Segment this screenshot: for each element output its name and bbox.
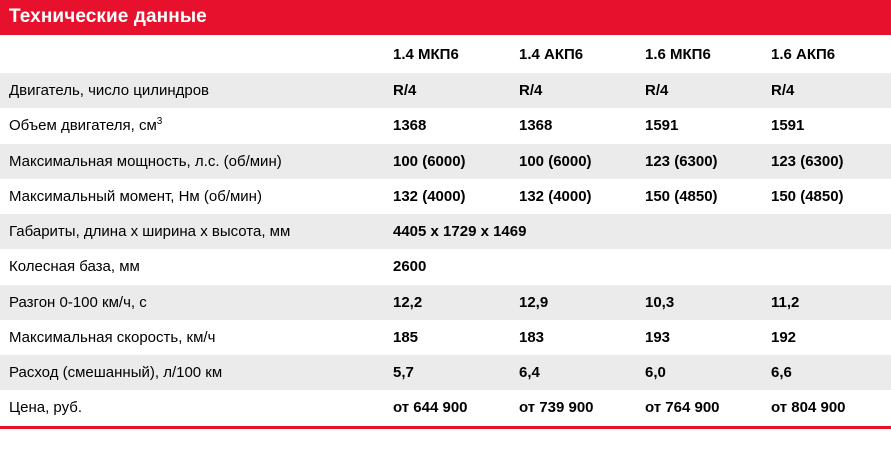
column-header-1: 1.4 МКП6 bbox=[385, 35, 511, 73]
row-value: 6,0 bbox=[637, 355, 763, 390]
row-value: 150 (4850) bbox=[637, 179, 763, 214]
row-label: Цена, руб. bbox=[0, 390, 385, 425]
row-label: Двигатель, число цилиндров bbox=[0, 73, 385, 108]
table-row bbox=[0, 144, 891, 179]
table-row bbox=[0, 214, 891, 249]
row-value: 192 bbox=[763, 320, 891, 355]
column-header-4: 1.6 АКП6 bbox=[763, 35, 891, 73]
row-value: 100 (6000) bbox=[511, 144, 637, 179]
row-label: Габариты, длина х ширина х высота, мм bbox=[0, 214, 385, 249]
row-value: 100 (6000) bbox=[385, 144, 511, 179]
row-value: R/4 bbox=[637, 73, 763, 108]
column-header-2: 1.4 АКП6 bbox=[511, 35, 637, 73]
row-value-spanning: 4405 x 1729 x 1469 bbox=[385, 214, 891, 249]
row-value-spanning: 2600 bbox=[385, 249, 891, 284]
row-value: 193 bbox=[637, 320, 763, 355]
row-value: 1368 bbox=[511, 108, 637, 143]
row-value: 10,3 bbox=[637, 285, 763, 320]
row-value: 1591 bbox=[637, 108, 763, 143]
bottom-accent-rule bbox=[0, 426, 891, 429]
row-label: Расход (смешанный), л/100 км bbox=[0, 355, 385, 390]
row-value: R/4 bbox=[511, 73, 637, 108]
row-value: от 739 900 bbox=[511, 390, 637, 425]
table-row bbox=[0, 285, 891, 320]
row-value: 11,2 bbox=[763, 285, 891, 320]
row-label: Максимальная мощность, л.с. (об/мин) bbox=[0, 144, 385, 179]
row-value: 183 bbox=[511, 320, 637, 355]
row-value: 123 (6300) bbox=[637, 144, 763, 179]
row-label: Разгон 0-100 км/ч, с bbox=[0, 285, 385, 320]
table-row bbox=[0, 390, 891, 425]
table-title-row bbox=[0, 0, 891, 35]
row-value: 1368 bbox=[385, 108, 511, 143]
row-value: 185 bbox=[385, 320, 511, 355]
row-value: 12,2 bbox=[385, 285, 511, 320]
row-value: от 764 900 bbox=[637, 390, 763, 425]
row-value: 6,4 bbox=[511, 355, 637, 390]
row-label-superscript: 3 bbox=[156, 116, 163, 128]
row-value: R/4 bbox=[385, 73, 511, 108]
row-value: от 644 900 bbox=[385, 390, 511, 425]
table-header-row bbox=[0, 35, 891, 73]
table-row bbox=[0, 108, 891, 143]
table-row bbox=[0, 249, 891, 284]
row-value: 1591 bbox=[763, 108, 891, 143]
row-label: Объем двигателя, $см^3$ bbox=[0, 108, 385, 143]
row-value: 6,6 bbox=[763, 355, 891, 390]
row-label: Максимальная скорость, км/ч bbox=[0, 320, 385, 355]
table-title: Технические данные bbox=[0, 0, 891, 35]
row-value: R/4 bbox=[763, 73, 891, 108]
table-row bbox=[0, 355, 891, 390]
row-label: Колесная база, мм bbox=[0, 249, 385, 284]
row-value: 12,9 bbox=[511, 285, 637, 320]
table-row bbox=[0, 73, 891, 108]
row-value: 132 (4000) bbox=[511, 179, 637, 214]
row-label: Максимальный момент, Нм (об/мин) bbox=[0, 179, 385, 214]
row-value: 132 (4000) bbox=[385, 179, 511, 214]
header-label-cell bbox=[0, 35, 385, 73]
row-value: 5,7 bbox=[385, 355, 511, 390]
table-row bbox=[0, 179, 891, 214]
table-row bbox=[0, 320, 891, 355]
column-header-3: 1.6 МКП6 bbox=[637, 35, 763, 73]
row-value: 150 (4850) bbox=[763, 179, 891, 214]
row-value: 123 (6300) bbox=[763, 144, 891, 179]
row-value: от 804 900 bbox=[763, 390, 891, 425]
